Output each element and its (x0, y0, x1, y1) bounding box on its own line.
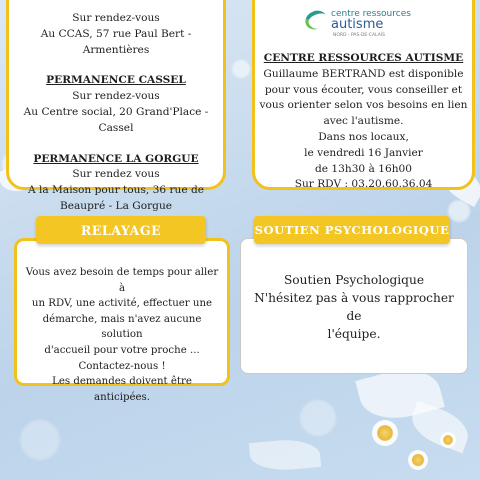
soutien-line: N'hésitez pas à vous rapprocher de (254, 291, 454, 323)
soutien-line: l'équipe. (327, 327, 381, 341)
logo-text: autisme (331, 17, 384, 32)
bokeh-light (20, 420, 60, 460)
permanences-card (6, 0, 226, 212)
soutien-line: Soutien Psychologique (283, 273, 425, 287)
bokeh-light (300, 400, 336, 436)
permanence-la-gorgue-line: Sur rendez vous (72, 168, 160, 181)
relayage-line: démarche, mais n'avez aucune solution (42, 313, 202, 341)
centre-ressources-autisme-card (252, 0, 475, 190)
cra-line: Sur RDV : 03.20.60.36.04 (294, 178, 433, 191)
logo-text: NORD - PAS-DE-CALAIS (333, 33, 385, 38)
leaf-decoration (406, 401, 474, 453)
relayage-line: Les demandes doivent être anticipées. (52, 376, 192, 403)
relayage-line: Contactez-nous ! (78, 360, 166, 372)
relayage-card (14, 238, 230, 403)
cra-line: vous orienter selon vos besoins en lien (259, 99, 468, 112)
soutien-psychologique-heading: SOUTIEN PSYCHOLOGIQUE (254, 216, 450, 244)
permanence-armentieres-address: Au CCAS, 57 rue Paul Bert - Armentières (40, 27, 192, 56)
cra-line: avec l'autisme. (323, 115, 404, 128)
cra-line: le vendredi 16 Janvier (304, 146, 423, 159)
permanence-armentieres-line: Sur rendez-vous (72, 12, 160, 24)
relayage-line: d'accueil pour votre proche ... (44, 344, 200, 356)
logo-text: centre ressources (331, 9, 411, 19)
permanence-cassel-line: Sur rendez-vous (72, 90, 160, 103)
cra-logo (255, 9, 472, 45)
flower-decoration (440, 432, 456, 448)
permanence-cassel-line: Au Centre social, 20 Grand'Place - (23, 105, 209, 118)
cra-line: pour vous écouter, vous conseiller et (264, 83, 463, 96)
cra-line: Guillaume BERTRAND est disponible (263, 67, 464, 80)
flower-decoration (372, 420, 398, 446)
bokeh-light (232, 60, 250, 78)
relayage-line: Vous avez besoin de temps pour aller à (25, 267, 219, 294)
cra-line: Dans nos locaux, (318, 130, 409, 143)
permanence-cassel-line: Cassel (98, 121, 134, 134)
permanence-la-gorgue-line: Beaupré - La Gorgue (59, 199, 173, 212)
permanence-la-gorgue-title: PERMANENCE LA GORGUE (33, 152, 199, 165)
permanence-la-gorgue-line: A la Maison pour tous, 36 rue de (27, 184, 205, 197)
permanence-cassel-title: PERMANENCE CASSEL (46, 74, 186, 87)
swoosh-icon (302, 7, 330, 33)
relayage-line: un RDV, une activité, effectuer une (31, 298, 213, 310)
cra-title: CENTRE RESSOURCES AUTISME (263, 52, 464, 64)
flower-decoration (408, 450, 428, 470)
cra-line: de 13h30 à 16h00 (314, 162, 413, 175)
leaf-decoration (249, 437, 321, 473)
relayage-heading: RELAYAGE (36, 216, 206, 244)
soutien-psychologique-card (240, 238, 468, 374)
